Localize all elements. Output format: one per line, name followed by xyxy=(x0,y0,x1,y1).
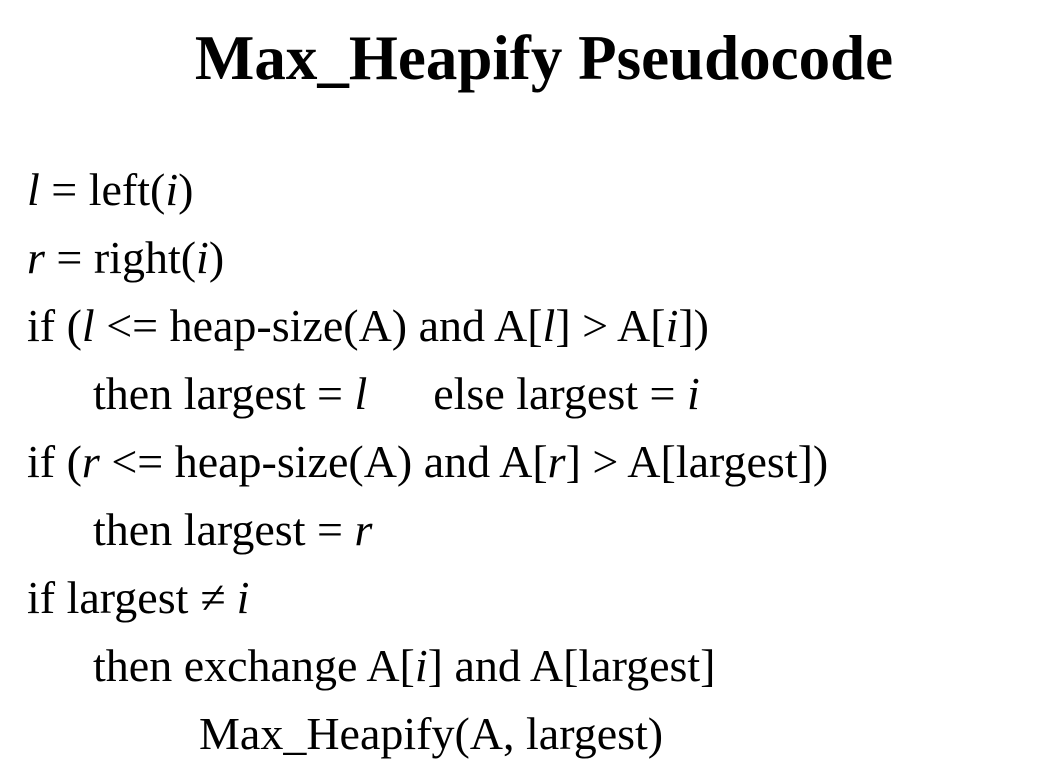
token: <= heap-size(A) and A[ xyxy=(94,300,543,351)
slide-title: Max_Heapify Pseudocode xyxy=(194,23,894,93)
token: ) xyxy=(208,232,225,283)
code-line-5 xyxy=(27,428,1047,496)
token: ) xyxy=(178,164,194,215)
code-line-7 xyxy=(27,564,1047,632)
token: Max_Heapify(A, largest) xyxy=(199,708,664,759)
token: then largest = xyxy=(93,368,355,419)
code-line-8 xyxy=(27,632,1047,700)
token: i xyxy=(165,164,179,215)
token: <= heap-size(A) and A[ xyxy=(99,436,548,487)
token: i xyxy=(236,572,250,623)
token: ] > A[ xyxy=(555,300,666,351)
token: l xyxy=(27,164,40,215)
token: i xyxy=(665,300,679,351)
token: r xyxy=(354,504,373,555)
token: r xyxy=(27,232,45,283)
token: i xyxy=(196,232,209,283)
token: else largest = xyxy=(433,368,687,419)
token: l xyxy=(354,368,368,419)
token: = right( xyxy=(44,232,197,283)
token: i xyxy=(686,368,700,419)
not-equal-symbol: ≠ xyxy=(199,572,226,623)
token: l xyxy=(542,300,556,351)
token: l xyxy=(81,300,95,351)
token: ] > A[largest]) xyxy=(565,436,829,487)
code-line-9 xyxy=(27,700,1047,768)
token xyxy=(225,572,237,623)
token: then largest = xyxy=(93,504,355,555)
token: ]) xyxy=(678,300,709,351)
token: if ( xyxy=(27,300,82,351)
code-line-4 xyxy=(27,360,1047,428)
token: = left( xyxy=(39,164,166,215)
code-line-1 xyxy=(27,156,1047,224)
code-line-2 xyxy=(27,224,1047,292)
token: then exchange A[ xyxy=(93,640,415,691)
token: i xyxy=(414,640,428,691)
pseudocode-block xyxy=(27,156,1047,768)
token: r xyxy=(547,436,566,487)
token: r xyxy=(81,436,100,487)
token: if largest xyxy=(27,572,200,623)
token: if ( xyxy=(27,436,82,487)
code-line-6 xyxy=(27,496,1047,564)
code-line-3 xyxy=(27,292,1047,360)
token: ] and A[largest] xyxy=(427,640,716,691)
